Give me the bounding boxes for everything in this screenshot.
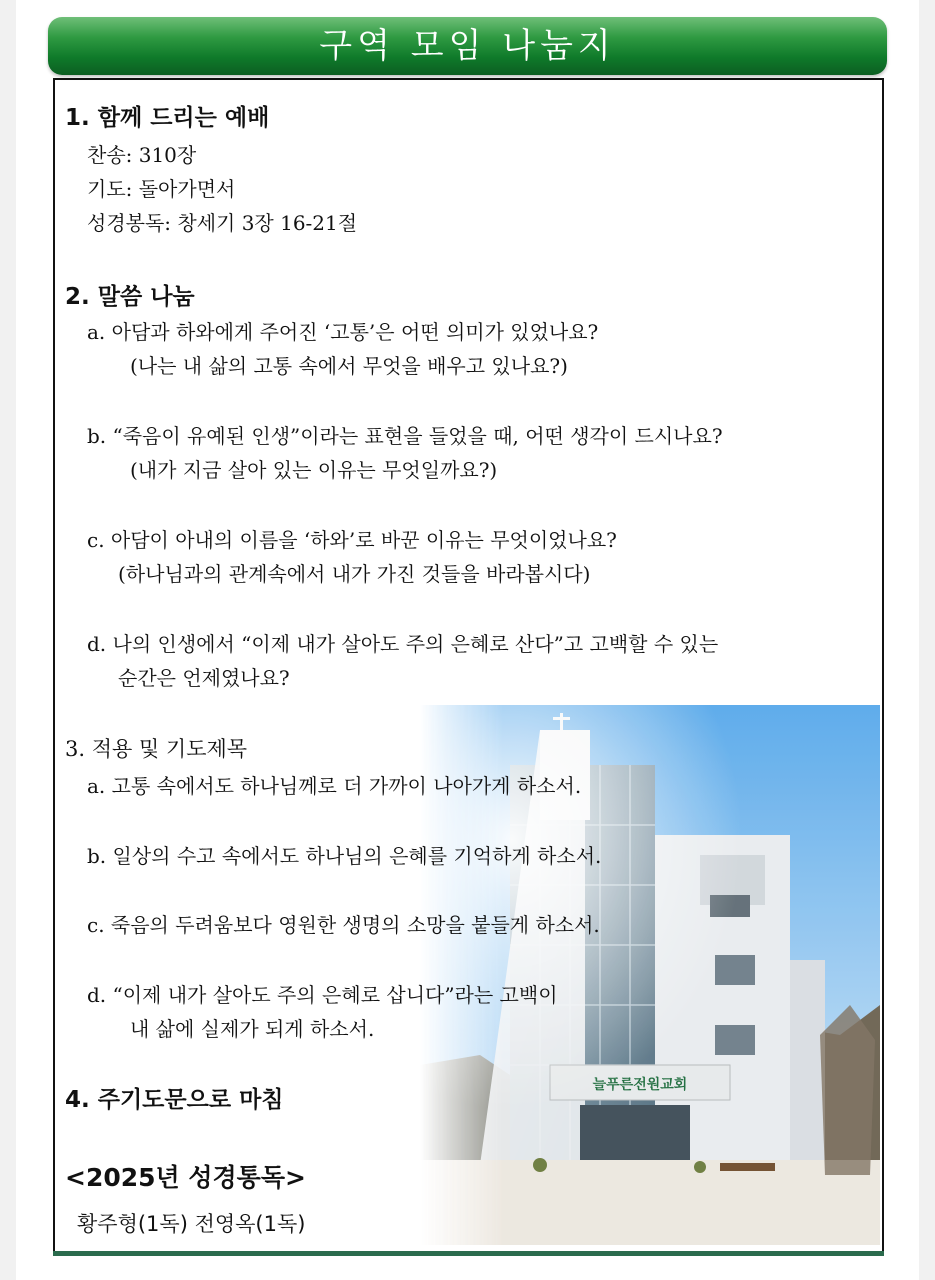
reading-plan-heading: <2025년 성경통독> [65,1163,306,1192]
question-d-cont: 순간은 언제였나요? [118,666,290,690]
question-c-sub: (하나님과의 관계속에서 내가 가진 것들을 바라봅시다) [118,562,591,586]
prayer-a: a. 고통 속에서도 하나님께로 더 가까이 나아가게 하소서. [87,774,582,798]
prayer-b: b. 일상의 수고 속에서도 하나님의 은혜를 기억하게 하소서. [87,844,602,868]
title-banner [48,17,887,75]
hymn-line: 찬송: 310장 [87,143,197,167]
section3-heading: 3. 적용 및 기도제목 [65,737,248,761]
question-c: c. 아담이 아내의 이름을 ‘하와’로 바꾼 이유는 무엇이었나요? [87,528,617,552]
section1-heading: 1. 함께 드리는 예배 [65,105,270,131]
prayer-line: 기도: 돌아가면서 [87,177,236,201]
section4-heading: 4. 주기도문으로 마침 [65,1087,284,1113]
reading-line: 성경봉독: 창세기 3장 16-21절 [87,211,358,235]
question-a: a. 아담과 하와에게 주어진 ‘고통’은 어떤 의미가 있었나요? [87,320,599,344]
question-d: d. 나의 인생에서 “이제 내가 살아도 주의 은혜로 산다”고 고백할 수 있는 [87,632,719,656]
question-b: b. “죽음이 유예된 인생”이라는 표현을 들었을 때, 어떤 생각이 드시나요? [87,424,723,448]
bottom-bar [53,1251,884,1256]
page-title: 구역 모임 나눔지 [319,26,616,66]
question-a-sub: (나는 내 삶의 고통 속에서 무엇을 배우고 있나요?) [130,354,568,378]
prayer-c: c. 죽음의 두려움보다 영원한 생명의 소망을 붙들게 하소서. [87,913,600,937]
section2-heading: 2. 말씀 나눔 [65,284,195,310]
prayer-d-cont: 내 삶에 실제가 되게 하소서. [130,1017,375,1041]
reading-plan-names: 황주형(1독) 전영옥(1독) [77,1212,306,1236]
question-b-sub: (내가 지금 살아 있는 이유는 무엇일까요?) [130,458,498,482]
prayer-d: d. “이제 내가 살아도 주의 은혜로 삽니다”라는 고백이 [87,983,558,1007]
